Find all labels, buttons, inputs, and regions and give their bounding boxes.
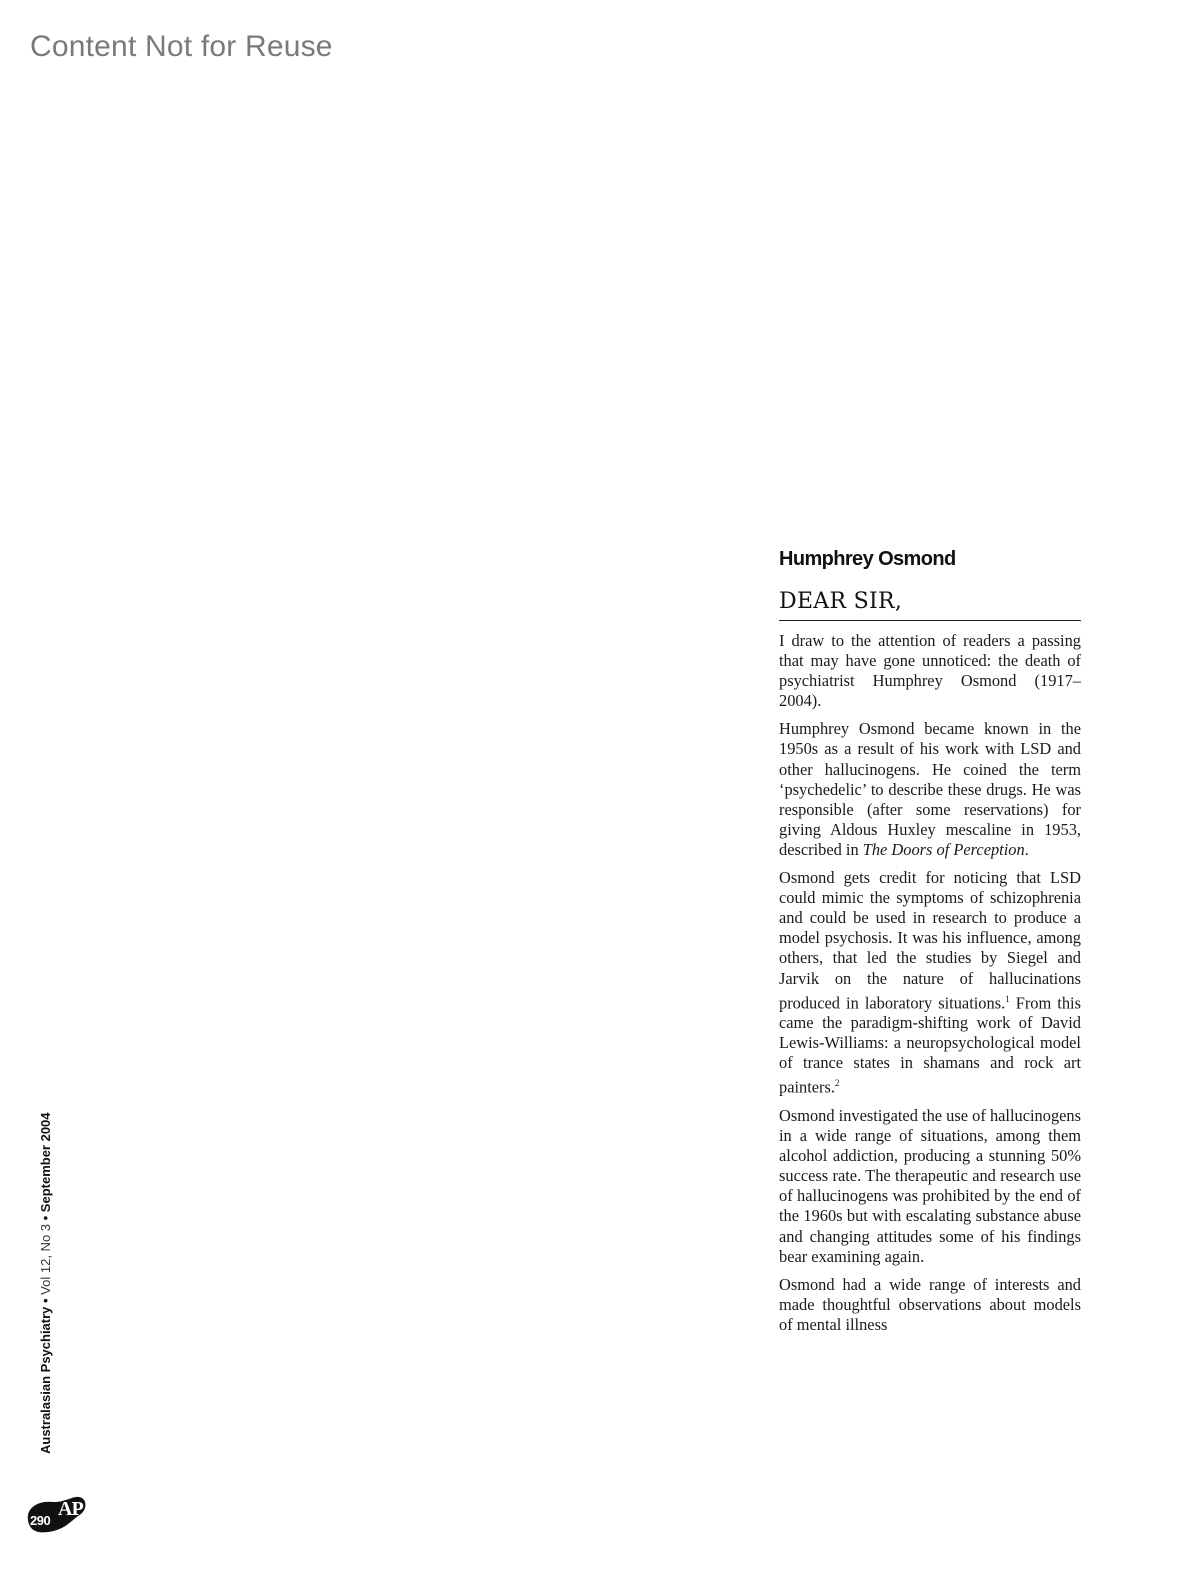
journal-running-head — [38, 1112, 53, 1454]
reference-marker: 1 — [1005, 993, 1010, 1004]
journal-volume: Vol 12, No 3 — [38, 1223, 53, 1295]
journal-name: Australasian Psychiatry — [38, 1306, 53, 1454]
paragraph — [779, 631, 1081, 711]
issue-date: September 2004 — [38, 1112, 53, 1213]
separator-bullet: • — [38, 1294, 53, 1307]
paragraph — [779, 1106, 1081, 1267]
letter-salutation: DEAR SIR, — [779, 588, 1081, 621]
book-title: The Doors of Perception — [862, 839, 1025, 859]
journal-logo — [24, 1490, 88, 1534]
paragraph — [779, 868, 1081, 1098]
logo-lettering: AP — [58, 1498, 83, 1520]
paragraph: Humphrey Osmond became known in the 1950s as a result of his work with LSD and other hallucinogens. He coined the term ‘psychedelic’ to describe these drugs. He was responsible (after some reservations) for giving Aldous Huxley mescaline in 1953, described in The Doors of Perception. — [779, 719, 1081, 859]
paragraph — [779, 1275, 1081, 1335]
paragraph-text: Osmond investigated the use of hallucinogens in a wide range of situations, among them alcohol addiction, producing a stunning 50% success rate. The therapeutic and research use of hallucinogens was prohibited by the end of the 1960s but with escalating substance abuse and changing attitudes some of his findings bear examining again. — [779, 1106, 1081, 1266]
page-number: 290 — [30, 1513, 51, 1528]
separator-bullet: • — [38, 1212, 53, 1224]
paragraph-text: From this came the paradigm-shifting work of David Lewis-Williams: a neuropsychological model of trance states in shamans and rock art painters. — [779, 993, 1081, 1097]
paragraph-text: Humphrey Osmond became known in the 1950s as a result of his work with LSD and other hallucinogens. He coined the term ‘psychedelic’ to describe these drugs. He was responsible (after some reservations) for giving Aldous Huxley mescaline in 1953, described in — [779, 719, 1081, 859]
letter-article — [779, 546, 1081, 1335]
watermark-text: Content Not for Reuse — [30, 30, 333, 63]
paragraph-text: Osmond had a wide range of interests and made thoughtful observations about models of mental illness — [779, 1274, 1081, 1334]
article-author: Humphrey Osmond — [779, 548, 956, 570]
letter-body — [779, 631, 1081, 1335]
reference-marker: 2 — [834, 1078, 840, 1089]
paragraph-text: I draw to the attention of readers a passing that may have gone unnoticed: the death of psychiatrist Humphrey Osmond (1917–2004). — [779, 631, 1081, 711]
paragraph-text: Osmond gets credit for noticing that LSD could mimic the symptoms of schizophrenia and could be used in research to produce a model psychosis. It was his influence, among others, that led the studies by Siegel and Jarvik on the nature of hallucinations produced in laboratory situations. — [779, 868, 1081, 1013]
